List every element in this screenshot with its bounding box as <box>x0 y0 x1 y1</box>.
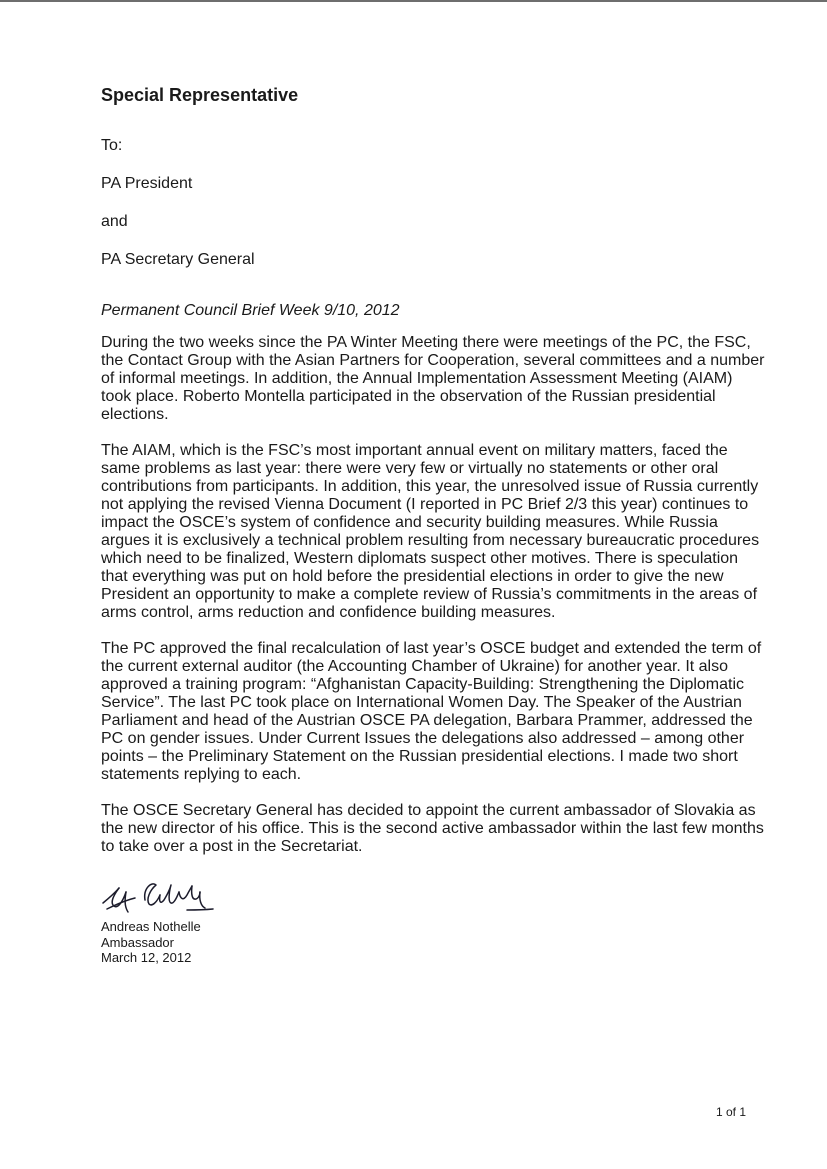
to-label: To: <box>101 137 123 154</box>
letter-page <box>101 84 771 966</box>
signatory-name: Andreas Nothelle <box>101 919 201 934</box>
scan-edge-line <box>0 0 827 2</box>
body-paragraph-1: During the two weeks since the PA Winter Meeting there were meetings of the PC, the FSC, the Contact Group with the Asian Partners for Cooperation, several committees and a number of informal meetings. In addition, the Annual Implementation Assessment Meeting (AIAM) took place. Roberto Montella participated in the observation of the Russian presidential elections. <box>101 334 765 423</box>
recipient-conjunction: and <box>101 213 128 230</box>
brief-title: Permanent Council Brief Week 9/10, 2012 <box>101 302 400 319</box>
page-number: 1 of 1 <box>716 1105 747 1119</box>
handwritten-signature <box>99 876 219 918</box>
letter-date: March 12, 2012 <box>101 950 192 965</box>
signatory-title: Ambassador <box>101 934 174 950</box>
recipient-pa-secretary-general: PA Secretary General <box>101 251 255 268</box>
letter-heading: Special Representative <box>101 85 299 105</box>
recipient-pa-president: PA President <box>101 175 193 192</box>
signature-block <box>101 919 771 966</box>
body-paragraph-2: The AIAM, which is the FSC’s most important annual event on military matters, faced the same problems as last year: there were very few or virtually no statements or other oral contributions from participants. In addition, this year, the unresolved issue of Russia currently not applying the revised Vienna Document (I reported in PC Brief 2/3 this year) continues to impact the OSCE’s system of confidence and security building measures. While Russia argues it is exclusively a technical problem resulting from necessary bureaucratic procedures which need to be finalized, Western diplomats suspect other motives. There is speculation that everything was put on hold before the presidential elections in order to give the new President an opportunity to make a complete review of Russia’s commitments in the areas of arms control, arms reduction and confidence building measures. <box>101 442 760 621</box>
body-paragraph-4: The OSCE Secretary General has decided to appoint the current ambassador of Slovakia as the new director of his office. This is the second active ambassador within the last few months to take over a post in the Secretariat. <box>101 802 764 855</box>
body-paragraph-3: The PC approved the final recalculation of last year’s OSCE budget and extended the term of the current external auditor (the Accounting Chamber of Ukraine) for another year. It also approved a training program: “Afghanistan Capacity-Building: Strengthening the Diplomatic Service”. The last PC took place on International Women Day. The Speaker of the Austrian Parliament and head of the Austrian OSCE PA delegation, Barbara Prammer, addressed the PC on gender issues. Under Current Issues the delegations also addressed – among other points – the Preliminary Statement on the Russian presidential elections. I made two short statements replying to each. <box>101 640 762 783</box>
